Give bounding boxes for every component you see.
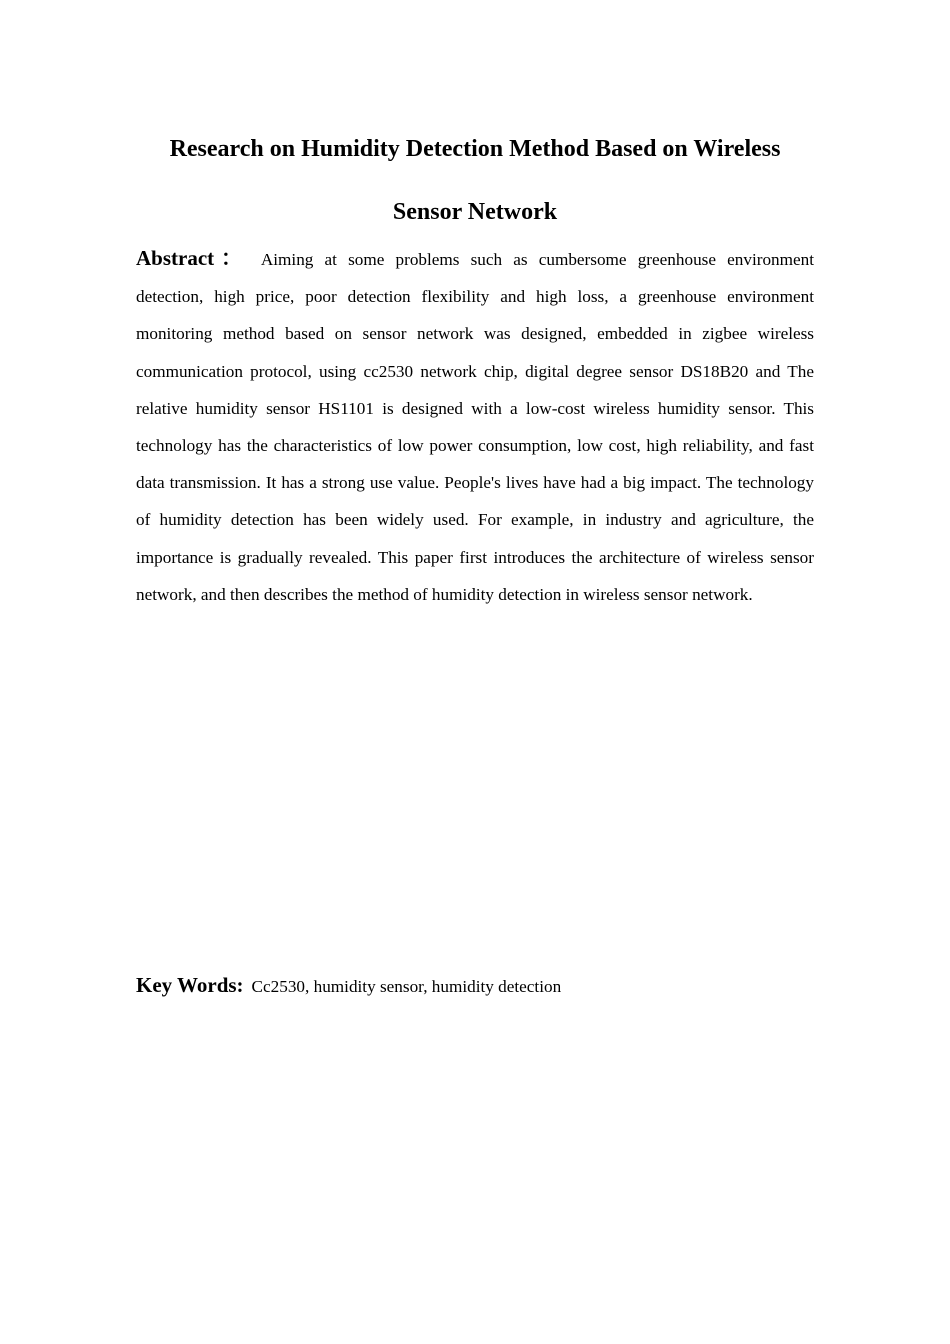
keywords-label: Key Words: [136,973,244,997]
keywords-paragraph [136,969,814,1003]
page-title-line-1: Research on Humidity Detection Method Based on Wireless [169,136,781,162]
abstract-label: Abstract： [136,246,249,270]
abstract-paragraph [136,240,814,613]
page-title-line-2: Sensor Network [392,199,558,225]
keywords-text: Cc2530, humidity sensor, humidity detection [251,977,562,996]
abstract-text: Aiming at some problems such as cumbersome greenhouse environment detection, high price, poor detection flexibility and high loss, a greenhouse environment monitoring method based on sensor network was designed, embedded in zigbee wireless communication protocol, using cc2530 network chip, digital degree sensor DS18B20 and The relative humidity sensor HS1101 is designed with a low-cost wireless humidity sensor. This technology has the characteristics of low power consumption, low cost, high reliability, and fast data transmission. It has a strong use value. People's lives have had a big impact. The technology of humidity detection has been widely used. For example, in industry and agriculture, the importance is gradually revealed. This paper first introduces the architecture of wireless sensor network, and then describes the method of humidity detection in wireless sensor network. [136,250,814,604]
